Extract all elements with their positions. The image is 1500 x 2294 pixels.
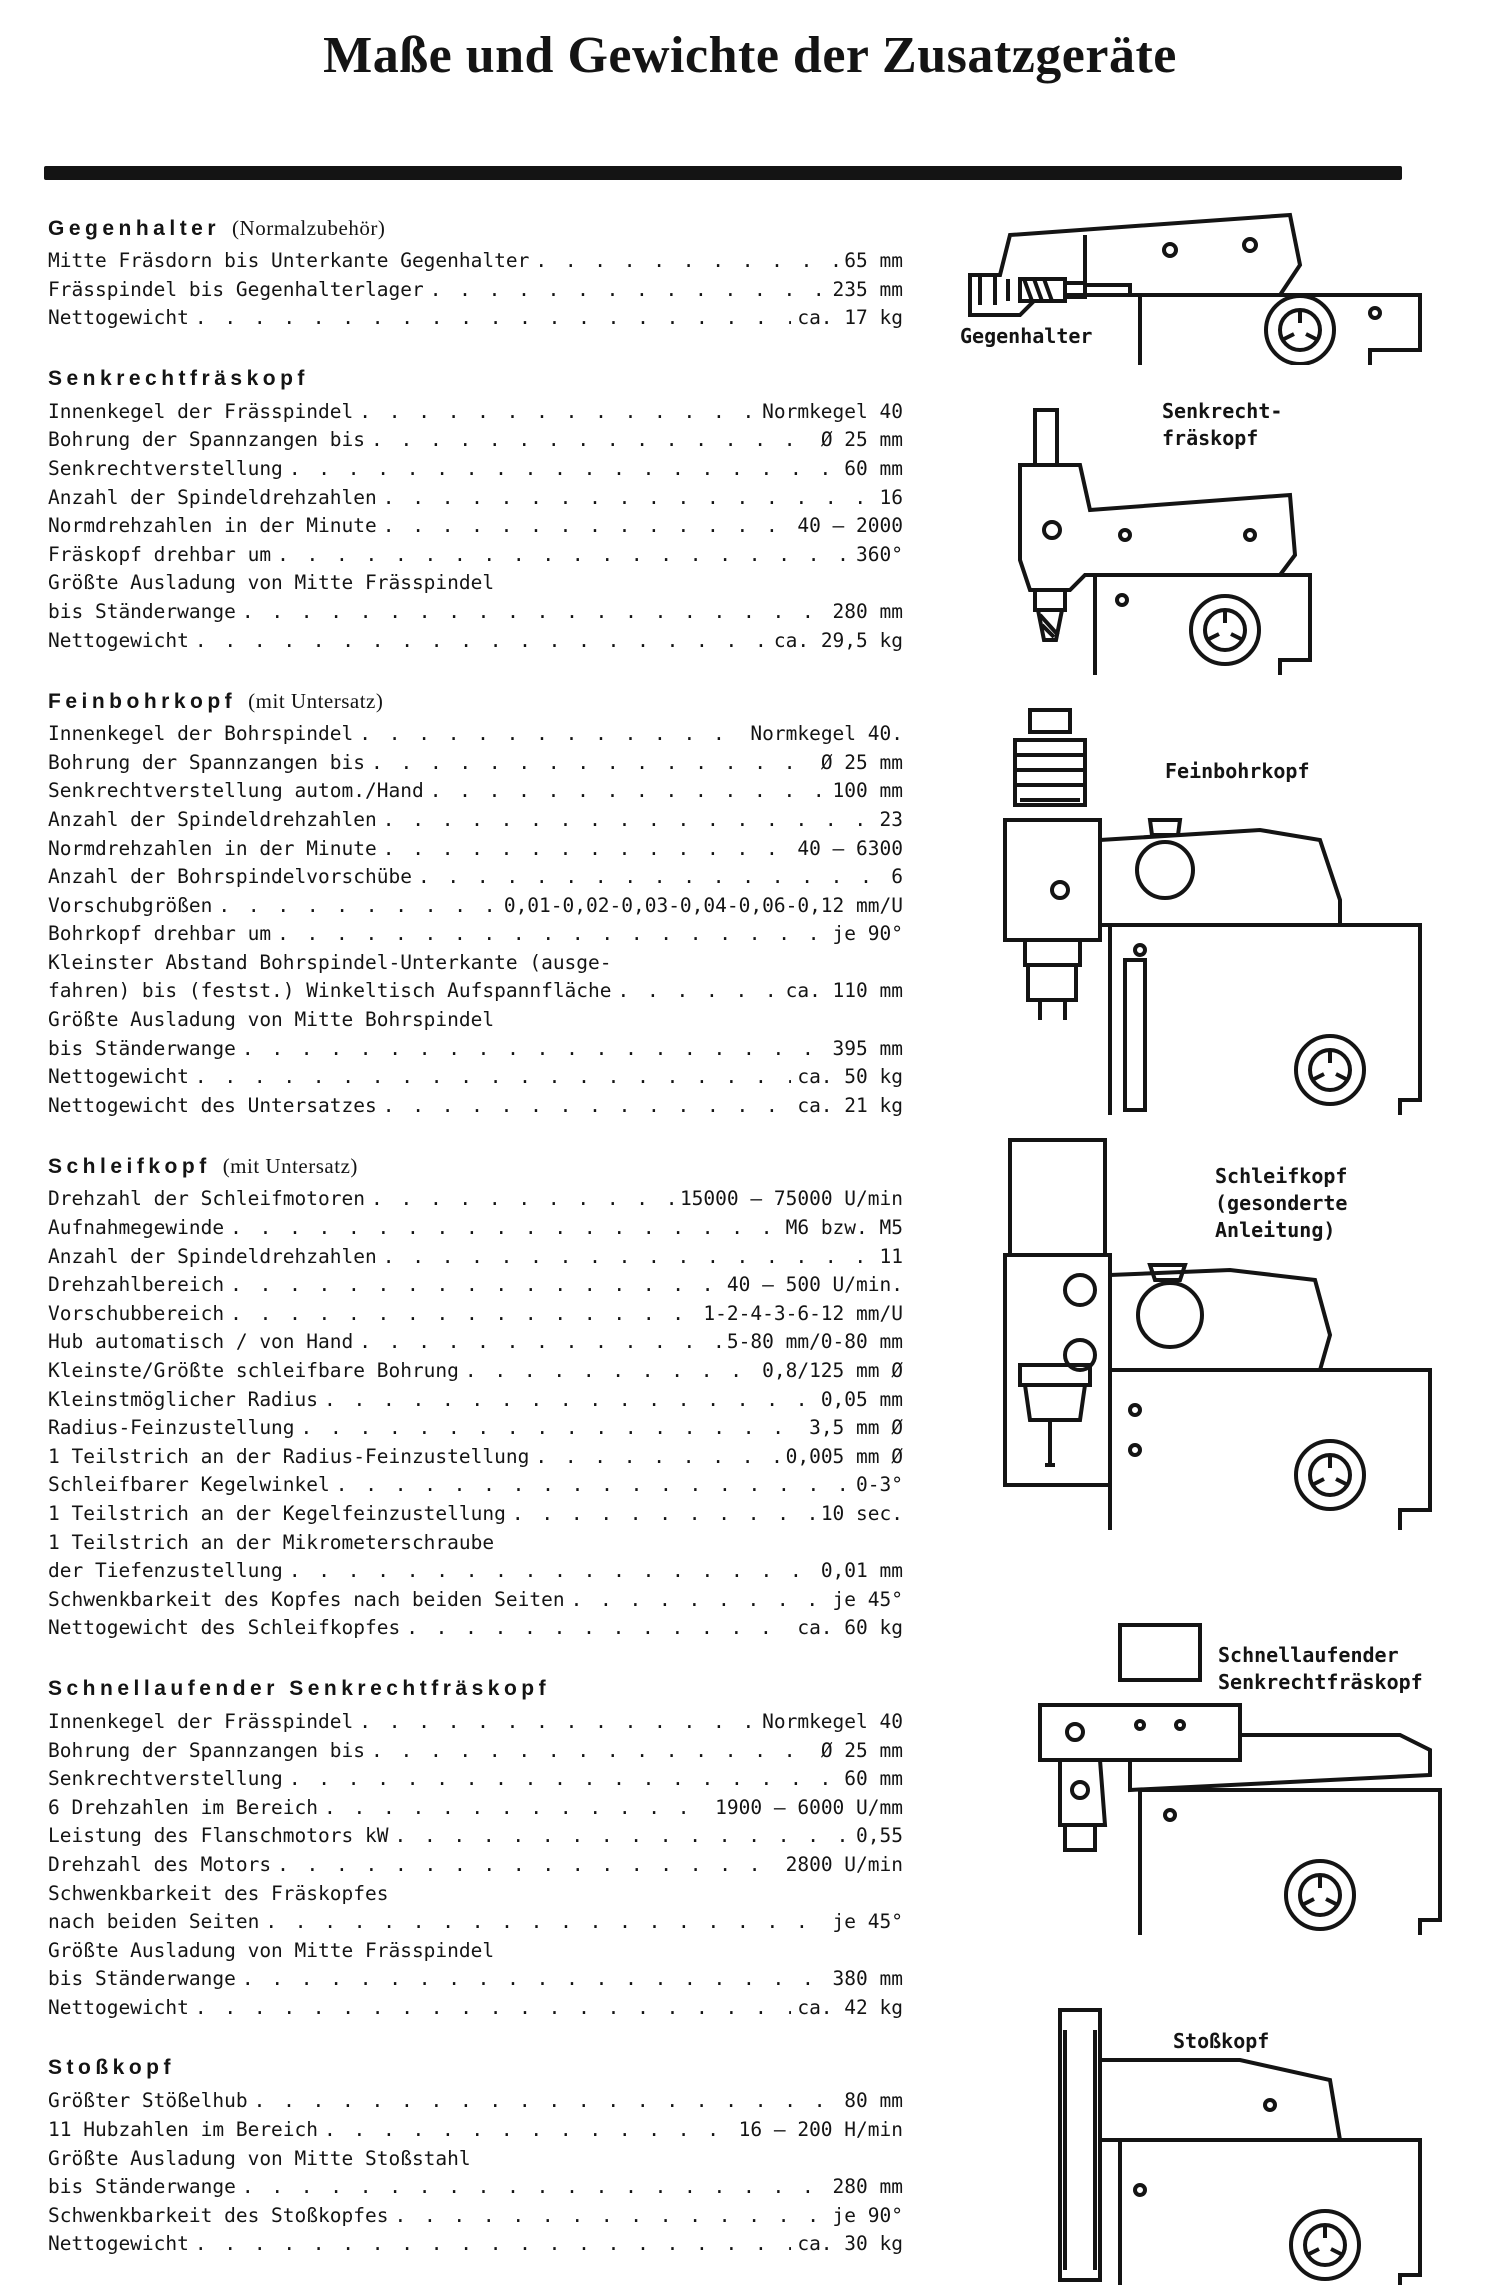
leader-dots [535, 1443, 779, 1472]
spec-value: 395 mm [832, 1036, 903, 1060]
spec-row [48, 1614, 903, 1643]
spec-label: Frässpindel bis Gegenhalterlager [48, 277, 424, 301]
spec-row [48, 1851, 903, 1880]
spec-row [48, 1386, 903, 1415]
spec-section [48, 1675, 903, 2023]
section-title: Gegenhalter [48, 217, 221, 240]
spec-row [48, 512, 903, 541]
spec-row [48, 1414, 903, 1443]
spec-label: Bohrung der Spannzangen bis [48, 1738, 365, 1762]
leader-dots [465, 1357, 756, 1386]
spec-label: Anzahl der Spindeldrehzahlen [48, 1244, 377, 1268]
spec-value: 16 — 200 H/min [738, 2118, 903, 2142]
leader-dots [383, 1243, 874, 1272]
section-heading [48, 365, 903, 396]
spec-row [48, 720, 903, 749]
spec-value: 65 mm [844, 249, 903, 272]
spec-continuation-line: Größte Ausladung von Mitte Frässpindel [48, 571, 495, 595]
leader-dots [242, 598, 827, 627]
leader-dots [535, 247, 838, 276]
section-heading [48, 1152, 903, 1183]
spec-value: 0,05 mm [820, 1387, 903, 1411]
section-title: Schnellaufender Senkrechtfräskopf [48, 1676, 551, 1700]
spec-value: 16 [879, 485, 903, 509]
spec-label: Nettogewicht [48, 1995, 189, 2019]
leader-dots [571, 1586, 827, 1615]
spec-label: Vorschubgrößen [48, 893, 213, 917]
spec-row [48, 1243, 903, 1272]
leader-dots [195, 2230, 791, 2259]
spec-row [48, 1794, 903, 1823]
leader-dots [277, 920, 826, 949]
spec-row [48, 426, 903, 455]
spec-value: 0,005 mm Ø [785, 1444, 903, 1468]
section-heading [48, 2054, 903, 2085]
leader-dots [277, 541, 850, 570]
spec-row [48, 598, 903, 627]
spec-row [48, 1822, 903, 1851]
spec-value: 235 mm [832, 277, 903, 301]
spec-value: je 90° [832, 2203, 903, 2227]
spec-label: Schwenkbarkeit des Kopfes nach beiden Seiten [48, 1587, 565, 1611]
leader-dots [195, 304, 791, 333]
spec-row [48, 749, 903, 778]
spec-row [48, 835, 903, 864]
spec-list [48, 214, 903, 2291]
leader-dots [230, 1271, 721, 1300]
spec-row [48, 304, 903, 333]
spec-value: ca. 50 kg [797, 1065, 903, 1089]
spec-value: ca. 30 kg [797, 2232, 903, 2256]
spec-label: Kleinste/Größte schleifbare Bohrung [48, 1359, 459, 1382]
spec-label: Mitte Fräsdorn bis Unterkante Gegenhalter [48, 249, 530, 272]
spec-value: 15000 — 75000 U/min [679, 1187, 903, 1211]
leader-dots [371, 426, 815, 455]
caption-line: Senkrechtfräskopf [1218, 1670, 1423, 1694]
spec-value: ca. 60 kg [797, 1616, 903, 1640]
spec-value: 1900 — 6000 U/mm [715, 1795, 903, 1819]
leader-dots [371, 1185, 674, 1214]
spec-label: 11 Hubzahlen im Bereich [48, 2118, 319, 2142]
spec-label: Nettogewicht [48, 2232, 189, 2256]
spec-row [48, 1357, 903, 1386]
spec-row [48, 1994, 903, 2023]
spec-value: 1-2-4-3-6-12 mm/U [703, 1301, 903, 1325]
spec-value: Ø 25 mm [820, 1738, 903, 1762]
caption-schleifkopf [1215, 1163, 1347, 1244]
section-title: Senkrechtfräskopf [48, 366, 309, 390]
spec-continuation-line: Größte Ausladung von Mitte Bohrspindel [48, 1008, 495, 1032]
section-heading [48, 214, 903, 245]
leader-dots [195, 1994, 791, 2023]
spec-continuation-line: Größte Ausladung von Mitte Frässpindel [48, 1938, 495, 1962]
spec-row [48, 484, 903, 513]
spec-label: bis Ständerwange [48, 2175, 236, 2199]
spec-label: fahren) bis (festst.) Winkeltisch Aufspannfläche [48, 979, 612, 1003]
spec-label: Nettogewicht [48, 306, 189, 330]
spec-label: Fräskopf drehbar um [48, 542, 272, 566]
spec-label: nach beiden Seiten [48, 1910, 260, 1934]
leader-dots [394, 1822, 850, 1851]
spec-value: ca. 110 mm [785, 979, 903, 1003]
spec-row [48, 1271, 903, 1300]
leader-dots [230, 1300, 697, 1329]
leader-dots [289, 1557, 815, 1586]
leader-dots [383, 1092, 792, 1121]
spec-row [48, 1557, 903, 1586]
spec-label: Senkrechtverstellung [48, 1767, 283, 1791]
section-note: (Normalzubehör) [232, 216, 386, 240]
leader-dots [242, 2173, 827, 2202]
spec-label: 6 Drehzahlen im Bereich [48, 1795, 319, 1819]
spec-value: Normkegel 40 [762, 1709, 903, 1733]
spec-value: 0,55 [856, 1824, 903, 1848]
spec-value: 60 mm [844, 456, 903, 480]
leader-dots [618, 977, 780, 1006]
spec-label: bis Ständerwange [48, 1036, 236, 1060]
leader-dots [254, 2087, 839, 2116]
spec-label: Innenkegel der Bohrspindel [48, 722, 354, 746]
spec-value: ca. 21 kg [797, 1093, 903, 1117]
section-heading [48, 1675, 903, 1706]
spec-label: Bohrung der Spannzangen bis [48, 428, 365, 452]
spec-value: Ø 25 mm [820, 750, 903, 774]
spec-value: 40 — 2000 [797, 514, 903, 538]
spec-row [48, 1443, 903, 1472]
spec-value: je 45° [832, 1910, 903, 1934]
section-title: Stoßkopf [48, 2056, 175, 2080]
spec-value: 380 mm [832, 1967, 903, 1991]
spec-label: Normdrehzahlen in der Minute [48, 514, 377, 538]
spec-label: Drehzahlbereich [48, 1273, 225, 1297]
spec-row [48, 2116, 903, 2145]
spec-row [48, 276, 903, 305]
spec-continuation-line: Größte Ausladung von Mitte Stoßstahl [48, 2146, 471, 2170]
leader-dots [394, 2202, 826, 2231]
spec-label: Senkrechtverstellung [48, 456, 283, 480]
spec-row [48, 777, 903, 806]
spec-label: Anzahl der Spindeldrehzahlen [48, 807, 377, 831]
spec-label: Leistung des Flanschmotors kW [48, 1824, 389, 1848]
spec-label: Drehzahl der Schleifmotoren [48, 1187, 365, 1211]
spec-value: 11 [879, 1244, 903, 1268]
spec-value: ca. 29,5 kg [773, 628, 903, 652]
spec-label: Normdrehzahlen in der Minute [48, 836, 377, 860]
section-heading [48, 687, 903, 718]
section-title: Feinbohrkopf [48, 690, 237, 714]
spec-row [48, 1500, 903, 1529]
spec-row [48, 541, 903, 570]
leader-dots [512, 1500, 815, 1529]
leader-dots [242, 1035, 827, 1064]
leader-dots [230, 1214, 779, 1243]
spec-row [48, 1092, 903, 1121]
caption-stosskopf: Stoßkopf [1173, 2029, 1270, 2053]
spec-label: Kleinstmöglicher Radius [48, 1387, 319, 1411]
spec-label: Radius-Feinzustellung [48, 1416, 295, 1440]
caption-gegenhalter: Gegenhalter [960, 324, 1093, 348]
spec-value: ca. 42 kg [797, 1995, 903, 2019]
spec-row [48, 2230, 903, 2259]
leader-dots [289, 455, 838, 484]
spec-label: bis Ständerwange [48, 599, 236, 623]
spec-label: Bohrung der Spannzangen bis [48, 750, 365, 774]
spec-value: Ø 25 mm [820, 428, 903, 452]
leader-dots [195, 627, 768, 656]
spec-label: Nettogewicht des Schleifkopfes [48, 1616, 401, 1640]
spec-row [48, 1185, 903, 1214]
spec-row [48, 1214, 903, 1243]
spec-value: 6 [891, 865, 903, 889]
spec-section [48, 214, 903, 333]
leader-dots [336, 1471, 850, 1500]
leader-dots [359, 398, 756, 427]
spec-value: 5-80 mm/0-80 mm [726, 1330, 903, 1354]
caption-senkrechtfraeskopf [1162, 398, 1282, 452]
spec-section [48, 365, 903, 655]
spec-row [48, 398, 903, 427]
leader-dots [195, 1063, 791, 1092]
spec-row [48, 247, 903, 276]
spec-label: Schleifbarer Kegelwinkel [48, 1473, 330, 1497]
leader-dots [418, 863, 885, 892]
leader-dots [289, 1765, 838, 1794]
spec-row [48, 863, 903, 892]
spec-value: 280 mm [832, 2175, 903, 2199]
spec-value: 40 — 500 U/min. [726, 1273, 903, 1297]
spec-row [48, 627, 903, 656]
caption-line: Schleifkopf [1215, 1164, 1348, 1188]
page-title: Maße und Gewichte der Zusatzgeräte [323, 27, 1177, 84]
spec-section [48, 687, 903, 1120]
leader-dots [277, 1851, 780, 1880]
spec-value: 23 [879, 807, 903, 831]
spec-label: Aufnahmegewinde [48, 1216, 225, 1240]
leader-dots [371, 749, 815, 778]
spec-label: Anzahl der Spindeldrehzahlen [48, 485, 377, 509]
spec-row [48, 1063, 903, 1092]
leader-dots [301, 1414, 804, 1443]
spec-value: 0-3° [856, 1473, 903, 1497]
leader-dots [359, 1328, 721, 1357]
spec-label: Größter Stößelhub [48, 2089, 248, 2113]
spec-row [48, 1708, 903, 1737]
spec-row [48, 1035, 903, 1064]
spec-section [48, 1152, 903, 1643]
spec-row [48, 2173, 903, 2202]
leader-dots [371, 1737, 815, 1766]
leader-dots [359, 1708, 756, 1737]
spec-row [48, 920, 903, 949]
spec-row [48, 1965, 903, 1994]
spec-continuation-line: Kleinster Abstand Bohrspindel-Unterkante (ausge- [48, 950, 612, 974]
leader-dots [265, 1908, 826, 1937]
spec-label: Nettogewicht des Untersatzes [48, 1093, 377, 1117]
spec-value: 0,8/125 mm Ø [762, 1359, 903, 1382]
spec-label: 1 Teilstrich an der Kegelfeinzustellung [48, 1501, 506, 1525]
spec-value: M6 bzw. M5 [785, 1216, 903, 1240]
spec-row [48, 1300, 903, 1329]
leader-dots [218, 892, 497, 921]
spec-row [48, 806, 903, 835]
leader-dots [359, 720, 744, 749]
spec-row [48, 977, 903, 1006]
spec-row [48, 1328, 903, 1357]
caption-line: Schnellaufender [1218, 1643, 1399, 1667]
leader-dots [383, 512, 792, 541]
spec-label: Innenkegel der Frässpindel [48, 1709, 354, 1733]
spec-row [48, 1765, 903, 1794]
spec-continuation-line: 1 Teilstrich an der Mikrometerschraube [48, 1530, 495, 1554]
spec-label: Drehzahl des Motors [48, 1852, 272, 1876]
spec-label: bis Ständerwange [48, 1967, 236, 1991]
spec-label: Bohrkopf drehbar um [48, 922, 272, 946]
caption-line: Senkrecht- [1162, 399, 1283, 423]
leader-dots [324, 1386, 815, 1415]
caption-line: fräskopf [1162, 426, 1259, 450]
spec-label: Vorschubbereich [48, 1301, 225, 1325]
spec-value: 10 sec. [820, 1501, 903, 1525]
spec-value: 280 mm [832, 599, 903, 623]
leader-dots [430, 276, 827, 305]
spec-label: 1 Teilstrich an der Radius-Feinzustellung [48, 1444, 530, 1468]
spec-label: Nettogewicht [48, 628, 189, 652]
spec-value: 60 mm [844, 1767, 903, 1791]
spec-label: Anzahl der Bohrspindelvorschübe [48, 865, 412, 889]
leader-dots [383, 835, 792, 864]
section-note: (mit Untersatz) [248, 689, 384, 714]
caption-schnellaufender [1218, 1642, 1423, 1696]
spec-row [48, 1908, 903, 1937]
spec-value: 2800 U/min [785, 1852, 903, 1876]
leader-dots [324, 1794, 709, 1823]
caption-line: Anleitung) [1215, 1218, 1336, 1242]
spec-section [48, 2054, 903, 2259]
spec-value: 360° [856, 542, 903, 566]
caption-feinbohrkopf: Feinbohrkopf [1165, 759, 1310, 783]
spec-value: 0,01-0,02-0,03-0,04-0,06-0,12 mm/U [503, 893, 903, 917]
section-title: Schleifkopf [48, 1155, 211, 1179]
leader-dots [383, 484, 874, 513]
leader-dots [324, 2116, 733, 2145]
spec-label: Nettogewicht [48, 1065, 189, 1089]
spec-value: Normkegel 40 [762, 399, 903, 423]
leader-dots [430, 777, 827, 806]
spec-label: der Tiefenzustellung [48, 1559, 283, 1583]
spec-label: Schwenkbarkeit des Stoßkopfes [48, 2203, 389, 2227]
spec-continuation-line: Schwenkbarkeit des Fräskopfes [48, 1881, 389, 1905]
spec-label: Hub automatisch / von Hand [48, 1330, 354, 1354]
spec-row [48, 892, 903, 921]
spec-value: je 45° [832, 1587, 903, 1611]
spec-row [48, 1471, 903, 1500]
leader-dots [383, 806, 874, 835]
section-note: (mit Untersatz) [222, 1154, 358, 1179]
title-rule [44, 166, 1402, 180]
spec-row [48, 455, 903, 484]
caption-line: (gesonderte [1215, 1191, 1348, 1215]
spec-row [48, 1737, 903, 1766]
spec-row [48, 1586, 903, 1615]
leader-dots [406, 1614, 791, 1643]
spec-value: Normkegel 40. [750, 722, 903, 746]
spec-value: 0,01 mm [820, 1559, 903, 1583]
spec-value: 100 mm [832, 779, 903, 803]
spec-value: je 90° [832, 922, 903, 946]
spec-value: 3,5 mm Ø [809, 1416, 903, 1440]
spec-value: ca. 17 kg [797, 306, 903, 330]
spec-row [48, 2202, 903, 2231]
spec-value: 40 — 6300 [797, 836, 903, 860]
leader-dots [242, 1965, 827, 1994]
spec-row [48, 2087, 903, 2116]
spec-value: 80 mm [844, 2089, 903, 2113]
spec-label: Innenkegel der Frässpindel [48, 399, 354, 423]
spec-label: Senkrechtverstellung autom./Hand [48, 779, 424, 803]
